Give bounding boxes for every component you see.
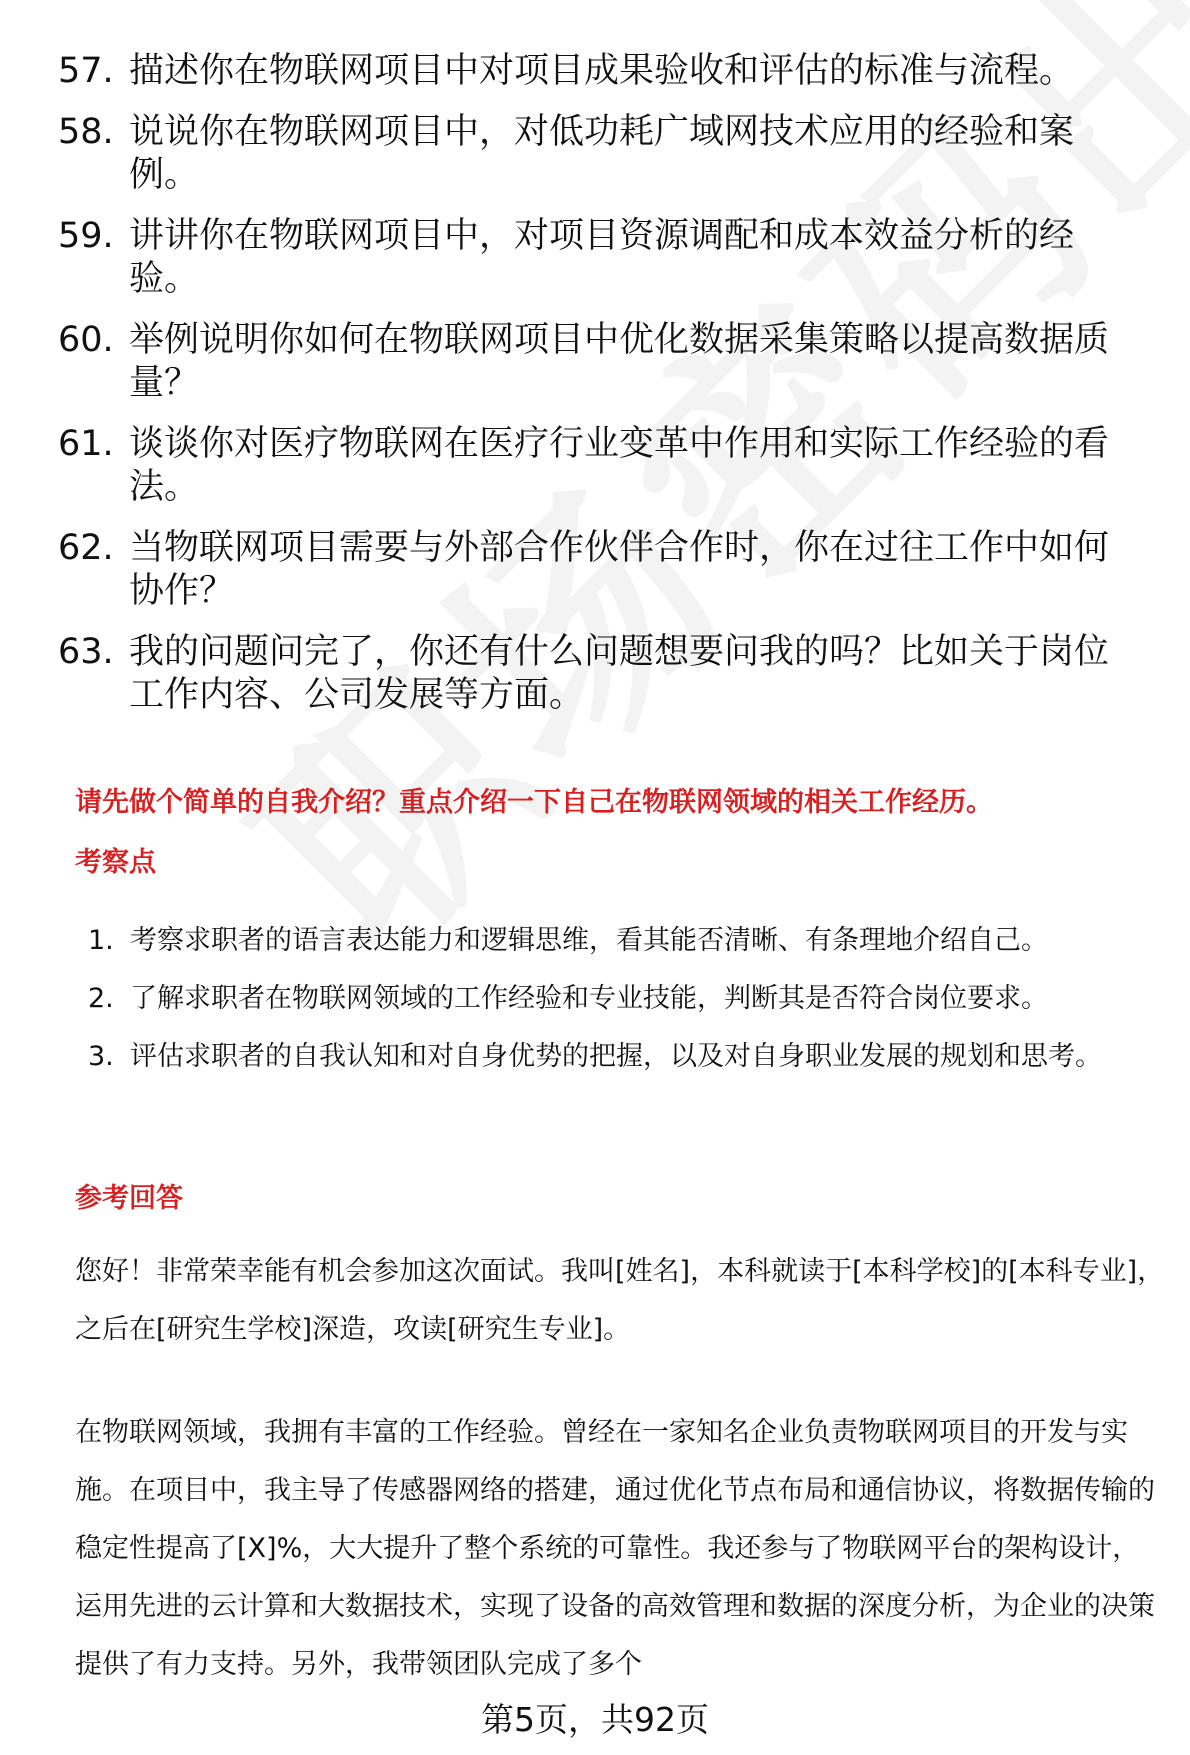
answer-paragraph: 您好！非常荣幸能有机会参加这次面试。我叫[姓名]，本科就读于[本科学校]的[本科专业]，之后在[研究生学校]深造，攻读[研究生专业]。 (75, 1256, 1165, 1345)
question-text: 讲讲你在物联网项目中，对项目资源调配和成本效益分析的经验。 (129, 216, 1075, 299)
list-item-number: 3. (88, 1041, 114, 1072)
list-item-text: 考察求职者的语言表达能力和逻辑思维，看其能否清晰、有条理地介绍自己。 (130, 925, 1048, 956)
list-item-text: 了解求职者在物联网领域的工作经验和专业技能，判断其是否符合岗位要求。 (130, 983, 1048, 1014)
list-item-number: 2. (88, 983, 114, 1014)
list-item-text: 评估求职者的自我认知和对自身优势的把握，以及对自身职业发展的规划和思考。 (130, 1041, 1102, 1072)
question-item (58, 423, 1158, 509)
question-text: 说说你在物联网项目中，对低功耗广域网技术应用的经验和案例。 (129, 112, 1075, 195)
main-question-heading: 请先做个简单的自我介绍？重点介绍一下自己在物联网领域的相关工作经历。 (75, 787, 993, 818)
list-item (88, 912, 1168, 970)
question-item (58, 50, 1158, 93)
list-item (88, 1028, 1168, 1086)
question-item (58, 527, 1158, 613)
question-text: 我的问题问完了，你还有什么问题想要问我的吗？比如关于岗位工作内容、公司发展等方面。 (129, 632, 1110, 715)
question-number: 57. (58, 51, 114, 91)
question-number: 59. (58, 216, 114, 256)
question-item (58, 319, 1158, 405)
question-number: 63. (58, 632, 114, 672)
question-number: 61. (58, 424, 114, 464)
question-list (58, 50, 1158, 735)
exam-points-list (88, 912, 1168, 1086)
question-item (58, 111, 1158, 197)
page-footer: 第5页，共92页 (481, 1700, 709, 1739)
question-number: 62. (58, 528, 114, 568)
question-number: 60. (58, 320, 114, 360)
question-item (58, 215, 1158, 301)
list-item (88, 970, 1168, 1028)
answer-paragraph: 在物联网领域，我拥有丰富的工作经验。曾经在一家知名企业负责物联网项目的开发与实施。在项目中，我主导了传感器网络的搭建，通过优化节点布局和通信协议，将数据传输的稳定性提高了[X]%，大大提升了整个系统的可靠性。我还参与了物联网平台的架构设计，运用先进的云计算和大数据技术，实现了设备的高效管理和数据的深度分析，为企业的决策提供了有力支持。另外，我带领团队完成了多个 (75, 1417, 1155, 1680)
question-number: 58. (58, 112, 114, 152)
question-text: 当物联网项目需要与外部合作伙伴合作时，你在过往工作中如何协作？ (129, 528, 1110, 611)
question-text: 举例说明你如何在物联网项目中优化数据采集策略以提高数据质量？ (129, 320, 1110, 403)
question-item (58, 631, 1158, 717)
answer-heading: 参考回答 (75, 1183, 183, 1214)
list-item-number: 1. (88, 925, 114, 956)
question-text: 描述你在物联网项目中对项目成果验收和评估的标准与流程。 (129, 51, 1075, 91)
question-text: 谈谈你对医疗物联网在医疗行业变革中作用和实际工作经验的看法。 (129, 424, 1110, 507)
exam-points-heading: 考察点 (75, 847, 156, 878)
